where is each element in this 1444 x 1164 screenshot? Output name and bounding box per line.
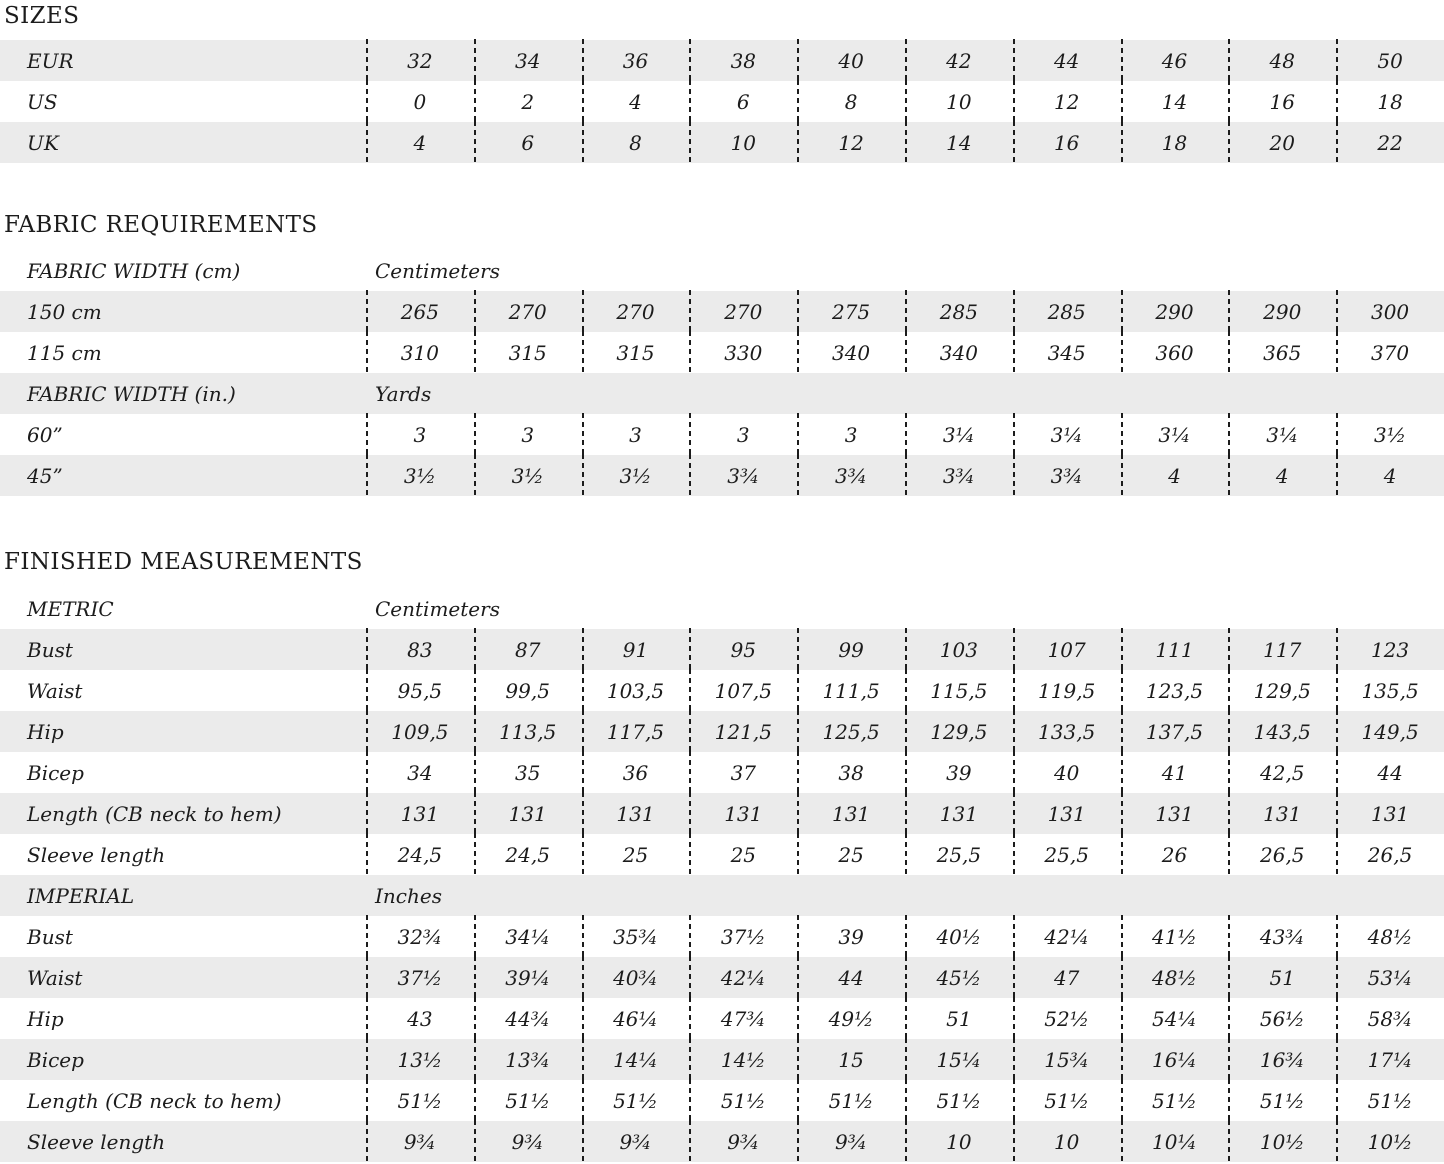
value-cell: 109,5: [366, 711, 474, 752]
row-label: Waist: [27, 678, 83, 703]
value-cell: 26: [1121, 834, 1229, 875]
value-cell: 290: [1121, 291, 1229, 332]
table-row: [0, 1039, 1444, 1080]
value-cell: 44: [1336, 752, 1444, 793]
value-cell: 32: [366, 40, 474, 81]
value-cell: 107: [1013, 629, 1121, 670]
value-cell: 2: [474, 81, 582, 122]
value-cell: 35¾: [582, 916, 690, 957]
value-cell: 3: [582, 414, 690, 455]
value-cell: 51½: [689, 1080, 797, 1121]
value-cell: 14: [1121, 81, 1229, 122]
value-cell: 14½: [689, 1039, 797, 1080]
value-cell: 51½: [1228, 1080, 1336, 1121]
value-cell: 39: [797, 916, 905, 957]
value-cell: 20: [1228, 122, 1336, 163]
value-cell: 113,5: [474, 711, 582, 752]
row-label: METRIC: [27, 596, 114, 621]
value-cell: 131: [474, 793, 582, 834]
table-row: [0, 291, 1444, 332]
value-cell: 22: [1336, 122, 1444, 163]
value-cell: 103: [905, 629, 1013, 670]
value-cell: 285: [1013, 291, 1121, 332]
value-cell: 37½: [689, 916, 797, 957]
row-label: IMPERIAL: [27, 883, 135, 908]
value-cell: 51½: [1336, 1080, 1444, 1121]
value-cell: 121,5: [689, 711, 797, 752]
value-cell: 56½: [1228, 998, 1336, 1039]
row-label: UK: [27, 130, 59, 155]
value-cell: 53¼: [1336, 957, 1444, 998]
value-cell: 25,5: [1013, 834, 1121, 875]
table-row: [0, 332, 1444, 373]
row-label: Hip: [27, 1006, 64, 1031]
value-cell: 44¾: [474, 998, 582, 1039]
value-cell: 290: [1228, 291, 1336, 332]
row-label: Sleeve length: [27, 842, 166, 867]
value-cell: 133,5: [1013, 711, 1121, 752]
row-label: FABRIC WIDTH (in.): [27, 381, 236, 406]
row-label: Length (CB neck to hem): [27, 801, 282, 826]
value-cell: 3¾: [689, 455, 797, 496]
value-cell: 47¾: [689, 998, 797, 1039]
value-cell: 330: [689, 332, 797, 373]
value-cell: 125,5: [797, 711, 905, 752]
value-cell: 3: [689, 414, 797, 455]
value-cell: 111,5: [797, 670, 905, 711]
value-cell: 39¼: [474, 957, 582, 998]
value-cell: 37½: [366, 957, 474, 998]
value-cell: 129,5: [905, 711, 1013, 752]
value-cell: 131: [1228, 793, 1336, 834]
value-cell: 34: [474, 40, 582, 81]
value-cell: 44: [1013, 40, 1121, 81]
value-cell: 370: [1336, 332, 1444, 373]
value-cell: 310: [366, 332, 474, 373]
value-cell: 103,5: [582, 670, 690, 711]
value-cell: 270: [582, 291, 690, 332]
row-label: 115 cm: [27, 340, 102, 365]
value-cell: 10: [689, 122, 797, 163]
row-label: Hip: [27, 719, 64, 744]
value-cell: 54¼: [1121, 998, 1229, 1039]
value-cell: 49½: [797, 998, 905, 1039]
value-cell: 40½: [905, 916, 1013, 957]
table-row: [0, 1080, 1444, 1121]
value-cell: 42¼: [1013, 916, 1121, 957]
value-cell: 9¾: [474, 1121, 582, 1162]
size-chart-page: [0, 3, 1444, 1162]
value-cell: 18: [1336, 81, 1444, 122]
value-cell: 87: [474, 629, 582, 670]
value-cell: 137,5: [1121, 711, 1229, 752]
table-row: [0, 998, 1444, 1039]
finished-table: [0, 588, 1444, 1162]
row-label: EUR: [27, 48, 74, 73]
value-cell: 38: [797, 752, 905, 793]
value-cell: 39: [905, 752, 1013, 793]
value-cell: 95,5: [366, 670, 474, 711]
value-cell: 46: [1121, 40, 1229, 81]
value-cell: 48½: [1121, 957, 1229, 998]
value-cell: 117,5: [582, 711, 690, 752]
value-cell: 48: [1228, 40, 1336, 81]
value-cell: 0: [366, 81, 474, 122]
value-cell: 9¾: [582, 1121, 690, 1162]
value-cell: 131: [1336, 793, 1444, 834]
value-cell: 12: [797, 122, 905, 163]
value-cell: 10¼: [1121, 1121, 1229, 1162]
value-cell: 36: [582, 752, 690, 793]
table-subheader-row: [0, 250, 1444, 291]
value-cell: 41: [1121, 752, 1229, 793]
value-cell: 300: [1336, 291, 1444, 332]
value-cell: 37: [689, 752, 797, 793]
value-cell: 3½: [582, 455, 690, 496]
row-label: US: [27, 89, 58, 114]
row-label: Bust: [27, 637, 73, 662]
value-cell: 9¾: [797, 1121, 905, 1162]
value-cell: 26,5: [1336, 834, 1444, 875]
value-cell: 3: [797, 414, 905, 455]
value-cell: 4: [1121, 455, 1229, 496]
value-cell: 16: [1013, 122, 1121, 163]
value-cell: 3¾: [797, 455, 905, 496]
value-cell: 42¼: [689, 957, 797, 998]
value-cell: 24,5: [474, 834, 582, 875]
value-cell: 131: [689, 793, 797, 834]
value-cell: 4: [582, 81, 690, 122]
value-cell: 9¾: [366, 1121, 474, 1162]
value-cell: 143,5: [1228, 711, 1336, 752]
value-cell: 43¾: [1228, 916, 1336, 957]
table-row: [0, 670, 1444, 711]
value-cell: 14: [905, 122, 1013, 163]
value-cell: 265: [366, 291, 474, 332]
value-cell: 51½: [582, 1080, 690, 1121]
value-cell: 32¾: [366, 916, 474, 957]
table-row: [0, 414, 1444, 455]
section-heading: FINISHED MEASUREMENTS: [4, 549, 363, 575]
value-cell: 15: [797, 1039, 905, 1080]
value-cell: 51½: [905, 1080, 1013, 1121]
row-label: Waist: [27, 965, 83, 990]
value-cell: 99,5: [474, 670, 582, 711]
value-cell: 34¼: [474, 916, 582, 957]
table-subheader-row: [0, 875, 1444, 916]
table-row: [0, 629, 1444, 670]
value-cell: 43: [366, 998, 474, 1039]
value-cell: 42,5: [1228, 752, 1336, 793]
value-cell: 123: [1336, 629, 1444, 670]
value-cell: 6: [474, 122, 582, 163]
value-cell: 117: [1228, 629, 1336, 670]
value-cell: 13¾: [474, 1039, 582, 1080]
value-cell: 51½: [366, 1080, 474, 1121]
value-cell: 25: [689, 834, 797, 875]
sizes-table: [0, 40, 1444, 163]
value-cell: 3¾: [1013, 455, 1121, 496]
table-row: [0, 455, 1444, 496]
value-cell: 3½: [366, 455, 474, 496]
table-row: [0, 81, 1444, 122]
value-cell: 51½: [797, 1080, 905, 1121]
unit-label: Centimeters: [375, 258, 500, 283]
value-cell: 10½: [1336, 1121, 1444, 1162]
value-cell: 16¾: [1228, 1039, 1336, 1080]
value-cell: 10: [905, 1121, 1013, 1162]
row-label: Bust: [27, 924, 73, 949]
value-cell: 51½: [1121, 1080, 1229, 1121]
value-cell: 111: [1121, 629, 1229, 670]
value-cell: 42: [905, 40, 1013, 81]
value-cell: 131: [905, 793, 1013, 834]
value-cell: 270: [689, 291, 797, 332]
value-cell: 44: [797, 957, 905, 998]
value-cell: 83: [366, 629, 474, 670]
value-cell: 149,5: [1336, 711, 1444, 752]
table-row: [0, 957, 1444, 998]
value-cell: 8: [797, 81, 905, 122]
value-cell: 9¾: [689, 1121, 797, 1162]
value-cell: 15¾: [1013, 1039, 1121, 1080]
fabric-table: [0, 250, 1444, 496]
section-heading: SIZES: [4, 3, 80, 29]
value-cell: 10½: [1228, 1121, 1336, 1162]
table-row: [0, 752, 1444, 793]
table-subheader-row: [0, 588, 1444, 629]
value-cell: 40: [1013, 752, 1121, 793]
value-cell: 340: [797, 332, 905, 373]
row-label: Length (CB neck to hem): [27, 1088, 282, 1113]
value-cell: 10: [1013, 1121, 1121, 1162]
value-cell: 115,5: [905, 670, 1013, 711]
value-cell: 340: [905, 332, 1013, 373]
value-cell: 4: [366, 122, 474, 163]
value-cell: 10: [905, 81, 1013, 122]
row-label: Sleeve length: [27, 1129, 166, 1154]
value-cell: 360: [1121, 332, 1229, 373]
table-row: [0, 711, 1444, 752]
value-cell: 3¾: [905, 455, 1013, 496]
value-cell: 25: [797, 834, 905, 875]
value-cell: 17¼: [1336, 1039, 1444, 1080]
value-cell: 131: [1121, 793, 1229, 834]
value-cell: 58¾: [1336, 998, 1444, 1039]
value-cell: 13½: [366, 1039, 474, 1080]
table-row: [0, 916, 1444, 957]
value-cell: 135,5: [1336, 670, 1444, 711]
value-cell: 95: [689, 629, 797, 670]
value-cell: 40: [797, 40, 905, 81]
value-cell: 48½: [1336, 916, 1444, 957]
value-cell: 285: [905, 291, 1013, 332]
fabric-section: [0, 212, 1444, 496]
sizes-section: [0, 3, 1444, 163]
value-cell: 3¼: [1228, 414, 1336, 455]
value-cell: 99: [797, 629, 905, 670]
unit-label: Inches: [375, 883, 442, 908]
table-row: [0, 834, 1444, 875]
row-label: Bicep: [27, 1047, 84, 1072]
value-cell: 51: [905, 998, 1013, 1039]
value-cell: 51½: [474, 1080, 582, 1121]
value-cell: 119,5: [1013, 670, 1121, 711]
value-cell: 131: [582, 793, 690, 834]
value-cell: 26,5: [1228, 834, 1336, 875]
table-row: [0, 1121, 1444, 1162]
table-subheader-row: [0, 373, 1444, 414]
row-label: 60”: [27, 422, 63, 447]
value-cell: 3: [366, 414, 474, 455]
value-cell: 3: [474, 414, 582, 455]
value-cell: 52½: [1013, 998, 1121, 1039]
row-label: Bicep: [27, 760, 84, 785]
value-cell: 3½: [474, 455, 582, 496]
value-cell: 3¼: [905, 414, 1013, 455]
value-cell: 275: [797, 291, 905, 332]
value-cell: 45½: [905, 957, 1013, 998]
value-cell: 12: [1013, 81, 1121, 122]
value-cell: 4: [1228, 455, 1336, 496]
value-cell: 131: [1013, 793, 1121, 834]
value-cell: 51½: [1013, 1080, 1121, 1121]
value-cell: 15¼: [905, 1039, 1013, 1080]
value-cell: 270: [474, 291, 582, 332]
finished-section: [0, 549, 1444, 1162]
value-cell: 3¼: [1013, 414, 1121, 455]
value-cell: 129,5: [1228, 670, 1336, 711]
value-cell: 35: [474, 752, 582, 793]
value-cell: 46¼: [582, 998, 690, 1039]
value-cell: 4: [1336, 455, 1444, 496]
value-cell: 16: [1228, 81, 1336, 122]
unit-label: Centimeters: [375, 596, 500, 621]
value-cell: 123,5: [1121, 670, 1229, 711]
value-cell: 3½: [1336, 414, 1444, 455]
row-label: 150 cm: [27, 299, 102, 324]
value-cell: 38: [689, 40, 797, 81]
value-cell: 8: [582, 122, 690, 163]
table-row: [0, 40, 1444, 81]
value-cell: 365: [1228, 332, 1336, 373]
row-label: FABRIC WIDTH (cm): [27, 258, 241, 283]
value-cell: 50: [1336, 40, 1444, 81]
unit-label: Yards: [375, 381, 432, 406]
value-cell: 315: [474, 332, 582, 373]
value-cell: 25: [582, 834, 690, 875]
value-cell: 345: [1013, 332, 1121, 373]
value-cell: 40¾: [582, 957, 690, 998]
value-cell: 131: [366, 793, 474, 834]
value-cell: 91: [582, 629, 690, 670]
value-cell: 14¼: [582, 1039, 690, 1080]
row-label: 45”: [27, 463, 63, 488]
value-cell: 51: [1228, 957, 1336, 998]
value-cell: 34: [366, 752, 474, 793]
value-cell: 47: [1013, 957, 1121, 998]
value-cell: 36: [582, 40, 690, 81]
value-cell: 107,5: [689, 670, 797, 711]
table-row: [0, 122, 1444, 163]
value-cell: 6: [689, 81, 797, 122]
value-cell: 131: [797, 793, 905, 834]
value-cell: 25,5: [905, 834, 1013, 875]
value-cell: 24,5: [366, 834, 474, 875]
value-cell: 18: [1121, 122, 1229, 163]
value-cell: 315: [582, 332, 690, 373]
section-heading: FABRIC REQUIREMENTS: [4, 212, 318, 238]
value-cell: 41½: [1121, 916, 1229, 957]
table-row: [0, 793, 1444, 834]
value-cell: 16¼: [1121, 1039, 1229, 1080]
value-cell: 3¼: [1121, 414, 1229, 455]
